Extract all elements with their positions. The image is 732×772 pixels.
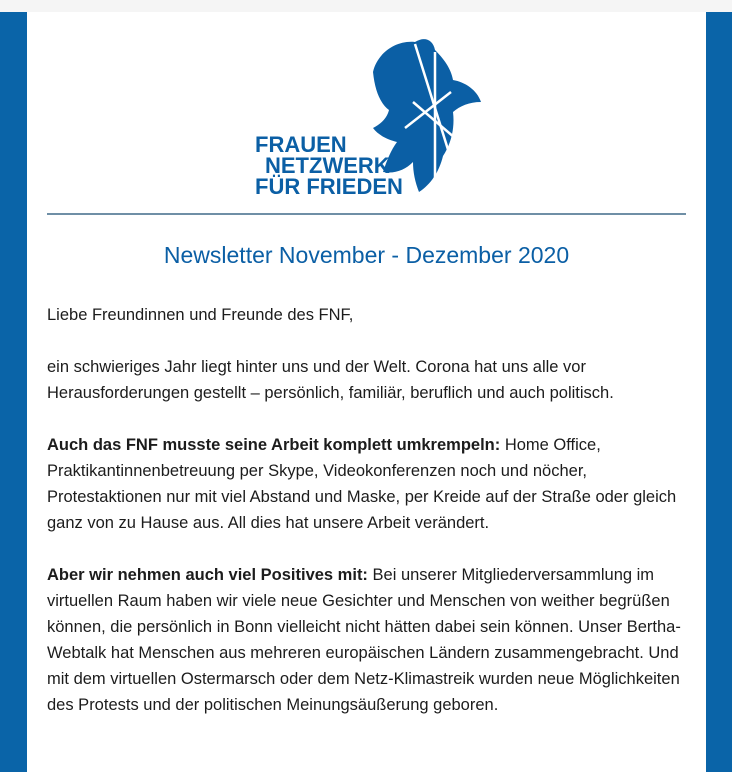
paragraph-2-lead: Auch das FNF musste seine Arbeit komplett umkrempeln: (47, 436, 501, 454)
logo-line-3: FÜR FRIEDEN (255, 174, 403, 199)
header-divider (47, 213, 686, 215)
paragraph-3 (47, 562, 692, 718)
newsletter-body (47, 302, 692, 744)
logo-line-1: FRAUEN (255, 132, 347, 157)
logo-wordmark (255, 134, 403, 197)
paragraph-1: ein schwieriges Jahr liegt hinter uns und der Welt. Corona hat uns alle vor Herausforderungen gestellt – persönlich, familiär, beruflich und auch politisch. (47, 358, 614, 402)
top-band (0, 0, 732, 12)
fnf-logo[interactable] (255, 32, 485, 197)
logo-line-2: NETZWERK (265, 153, 390, 178)
newsletter-card (27, 12, 706, 772)
greeting: Liebe Freundinnen und Freunde des FNF, (47, 306, 354, 324)
newsletter-title: Newsletter November - Dezember 2020 (163, 242, 570, 268)
paragraph-3-lead: Aber wir nehmen auch viel Positives mit: (47, 566, 368, 584)
paragraph-2 (47, 432, 692, 536)
paragraph-2-text: Home Office, Praktikantinnenbetreuung per Skype, Videokonferenzen noch und nöcher, Protestaktionen nur mit viel Abstand und Maske, per Kreide auf der Straße oder gleich ganz von zu Hause aus. All dies hat unsere Arbeit verändert. (47, 436, 677, 532)
paragraph-3-text: Bei unserer Mitgliederversammlung im virtuellen Raum haben wir viele neue Gesichter und Menschen von weither begrüßen können, die persönlich in Bonn vielleicht nicht hätten dabei sein können. Unser Bertha-Webtalk hat Menschen aus mehreren europäischen Ländern zusammengebracht. Und mit dem virtuellen Ostermarsch oder dem Netz-Klimastreik wurden neue Möglichkeiten des Protests und der politischen Meinungsäußerung geboren. (47, 566, 681, 714)
